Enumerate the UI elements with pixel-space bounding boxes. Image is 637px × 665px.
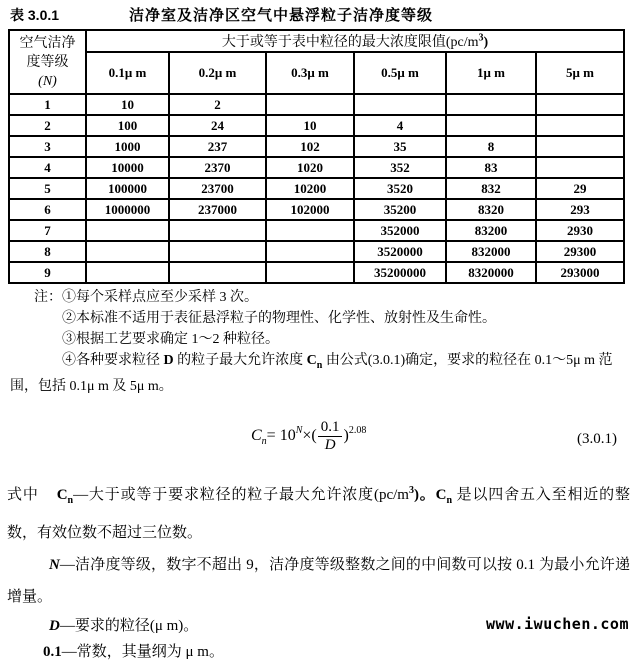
table-row — [9, 94, 624, 115]
concentration-value-cell — [446, 94, 536, 115]
concentration-value-cell: 2930 — [536, 220, 624, 241]
concentration-value-cell: 35200 — [354, 199, 446, 220]
note-item-4 — [0, 350, 637, 397]
definition-cn-text-b: )。C — [413, 486, 447, 503]
class-level-cell: 6 — [9, 199, 86, 220]
span-header-max-concentration — [86, 30, 624, 52]
column-header-particle-size: 0.3μ m — [266, 52, 354, 94]
concentration-value-cell: 1020 — [266, 157, 354, 178]
note-item-4-text-a: ④各种要求粒径 — [62, 353, 164, 368]
title-row — [0, 0, 637, 25]
concentration-value-cell: 2370 — [169, 157, 266, 178]
concentration-value-cell: 352 — [354, 157, 446, 178]
definition-cn-sub2: n — [446, 494, 453, 506]
concentration-value-cell: 3520000 — [354, 241, 446, 262]
note-item-1 — [0, 287, 637, 308]
class-level-cell: 3 — [9, 136, 86, 157]
concentration-value-cell: 832 — [446, 178, 536, 199]
table-row — [9, 262, 624, 283]
concentration-value-cell: 24 — [169, 115, 266, 136]
formula-close-paren: ) — [343, 427, 349, 445]
concentration-value-cell — [86, 241, 169, 262]
formula-number: (3.0.1) — [577, 430, 617, 447]
concentration-value-cell: 352000 — [354, 220, 446, 241]
concentration-value-cell — [536, 136, 624, 157]
concentration-value-cell — [266, 241, 354, 262]
class-level-cell: 8 — [9, 241, 86, 262]
class-level-cell: 1 — [9, 94, 86, 115]
definition-constant — [7, 639, 630, 665]
corner-header-air-cleanliness-class — [9, 30, 86, 94]
concentration-value-cell: 1000000 — [86, 199, 169, 220]
definition-cn-text-c: 是以四舍五入至相近的整数，有效位数不超过三位数。 — [7, 486, 630, 541]
definition-cn-text-a: —大于或等于要求粒径的粒子最大允许浓度(pc/m — [73, 486, 409, 503]
formula-exponent-n: N — [295, 424, 303, 436]
class-level-cell: 9 — [9, 262, 86, 283]
formula-denominator-d: D — [324, 436, 336, 453]
note-item-4-subscript: n — [316, 359, 323, 371]
table-row — [9, 199, 624, 220]
class-level-cell: 2 — [9, 115, 86, 136]
corner-header-line3: (N) — [38, 73, 57, 89]
span-header-close: ) — [483, 35, 489, 50]
concentration-value-cell: 10200 — [266, 178, 354, 199]
corner-header-line2: 度等级 — [26, 54, 69, 70]
concentration-value-cell: 8320 — [446, 199, 536, 220]
concentration-value-cell — [169, 262, 266, 283]
concentration-value-cell — [169, 241, 266, 262]
watermark-url: www.iwuchen.com — [486, 615, 629, 633]
definition-n-symbol: N — [49, 556, 60, 573]
definitions-section — [7, 475, 630, 665]
class-level-cell: 5 — [9, 178, 86, 199]
formula-numerator: 0.1 — [318, 419, 343, 437]
note-item-4-symbol-d: D — [163, 353, 174, 368]
concentration-value-cell: 100000 — [86, 178, 169, 199]
table-number-label: 表 3.0.1 — [10, 7, 60, 23]
concentration-value-cell: 35 — [354, 136, 446, 157]
definition-d-symbol: D — [49, 617, 60, 634]
concentration-value-cell: 10 — [86, 94, 169, 115]
concentration-value-cell — [266, 94, 354, 115]
concentration-value-cell: 1000 — [86, 136, 169, 157]
column-header-particle-size: 5μ m — [536, 52, 624, 94]
concentration-value-cell: 29300 — [536, 241, 624, 262]
definition-n-text: —洁净度等级，数字不超出 9，洁净度等级整数之间的中间数可以按 0.1 为最小允许递增量。 — [7, 556, 630, 605]
concentration-value-cell: 237000 — [169, 199, 266, 220]
concentration-value-cell — [86, 220, 169, 241]
concentration-value-cell — [536, 157, 624, 178]
definition-lead-shizhong: 式中 — [7, 486, 39, 503]
formula-fraction — [318, 419, 343, 454]
table-row — [9, 136, 624, 157]
concentration-value-cell — [266, 220, 354, 241]
concentration-value-cell: 83200 — [446, 220, 536, 241]
concentration-value-cell: 2 — [169, 94, 266, 115]
note-item-4-text-b: 的粒子最大允许浓度 — [173, 353, 307, 368]
concentration-value-cell — [86, 262, 169, 283]
table-row — [9, 178, 624, 199]
span-header-superscript: 3 — [478, 32, 484, 44]
concentration-value-cell: 4 — [354, 115, 446, 136]
definition-cn-sub: n — [67, 494, 74, 506]
concentration-value-cell: 293 — [536, 199, 624, 220]
table-row — [9, 220, 624, 241]
span-header-text: 大于或等于表中粒径的最大浓度限值(pc/m — [221, 35, 479, 50]
formula-times-open-paren: ×( — [302, 427, 317, 445]
column-header-particle-size: 0.2μ m — [169, 52, 266, 94]
notes-label: 注： — [34, 290, 62, 305]
note-item-3: ③根据工艺要求确定 1～2 种粒径。 — [62, 332, 279, 347]
formula-cn-equation — [251, 419, 366, 454]
note-item-4-text-e: 由公式(3.0.1)确定，要求的粒径在 0.1～5μ m 范围，包括 0.1μ m 及 5μ m。 — [10, 353, 613, 394]
table-row — [9, 115, 624, 136]
formula-subscript-n: n — [261, 435, 267, 447]
notes-section — [0, 287, 637, 397]
corner-header-line1: 空气洁净 — [19, 35, 76, 51]
formula-row — [0, 417, 637, 465]
concentration-value-cell: 35200000 — [354, 262, 446, 283]
definition-n — [7, 549, 630, 613]
note-item-4-symbol-c: C — [306, 353, 317, 368]
concentration-value-cell — [536, 94, 624, 115]
concentration-value-cell — [446, 115, 536, 136]
definition-d-text: —要求的粒径(μ m)。 — [59, 617, 199, 634]
concentration-value-cell: 8 — [446, 136, 536, 157]
table-row — [9, 241, 624, 262]
concentration-value-cell: 23700 — [169, 178, 266, 199]
concentration-value-cell: 100 — [86, 115, 169, 136]
note-item-1-text: ①每个采样点应至少采样 3 次。 — [62, 290, 258, 305]
concentration-value-cell: 832000 — [446, 241, 536, 262]
concentration-value-cell: 102 — [266, 136, 354, 157]
class-level-cell: 7 — [9, 220, 86, 241]
concentration-value-cell: 10 — [266, 115, 354, 136]
concentration-value-cell — [354, 94, 446, 115]
definition-constant-symbol: 0.1 — [43, 643, 62, 660]
concentration-value-cell — [266, 262, 354, 283]
page-title: 洁净室及洁净区空气中悬浮粒子洁净度等级 — [129, 7, 434, 24]
concentration-value-cell: 293000 — [536, 262, 624, 283]
concentration-value-cell: 29 — [536, 178, 624, 199]
definition-cn-symbol: C — [56, 486, 68, 503]
concentration-value-cell: 102000 — [266, 199, 354, 220]
column-header-particle-size: 1μ m — [446, 52, 536, 94]
formula-symbol-c: C — [251, 427, 262, 445]
cleanliness-class-table — [8, 29, 625, 284]
formula-exponent-value: 2.08 — [348, 424, 367, 436]
concentration-value-cell — [169, 220, 266, 241]
concentration-value-cell: 83 — [446, 157, 536, 178]
concentration-value-cell: 8320000 — [446, 262, 536, 283]
definition-cn — [7, 475, 630, 549]
table-row — [9, 157, 624, 178]
particle-size-header-row — [9, 52, 624, 94]
column-header-particle-size: 0.5μ m — [354, 52, 446, 94]
concentration-value-cell: 3520 — [354, 178, 446, 199]
concentration-value-cell — [536, 115, 624, 136]
formula-equals-ten: = 10 — [266, 427, 296, 445]
class-level-cell: 4 — [9, 157, 86, 178]
concentration-value-cell: 237 — [169, 136, 266, 157]
column-header-particle-size: 0.1μ m — [86, 52, 169, 94]
concentration-value-cell: 10000 — [86, 157, 169, 178]
definition-constant-text: —常数，其量纲为 μ m。 — [61, 643, 224, 660]
definition-cn-superscript: 3 — [408, 484, 414, 496]
note-item-2: ②本标准不适用于表征悬浮粒子的物理性、化学性、放射性及生命性。 — [62, 311, 496, 326]
